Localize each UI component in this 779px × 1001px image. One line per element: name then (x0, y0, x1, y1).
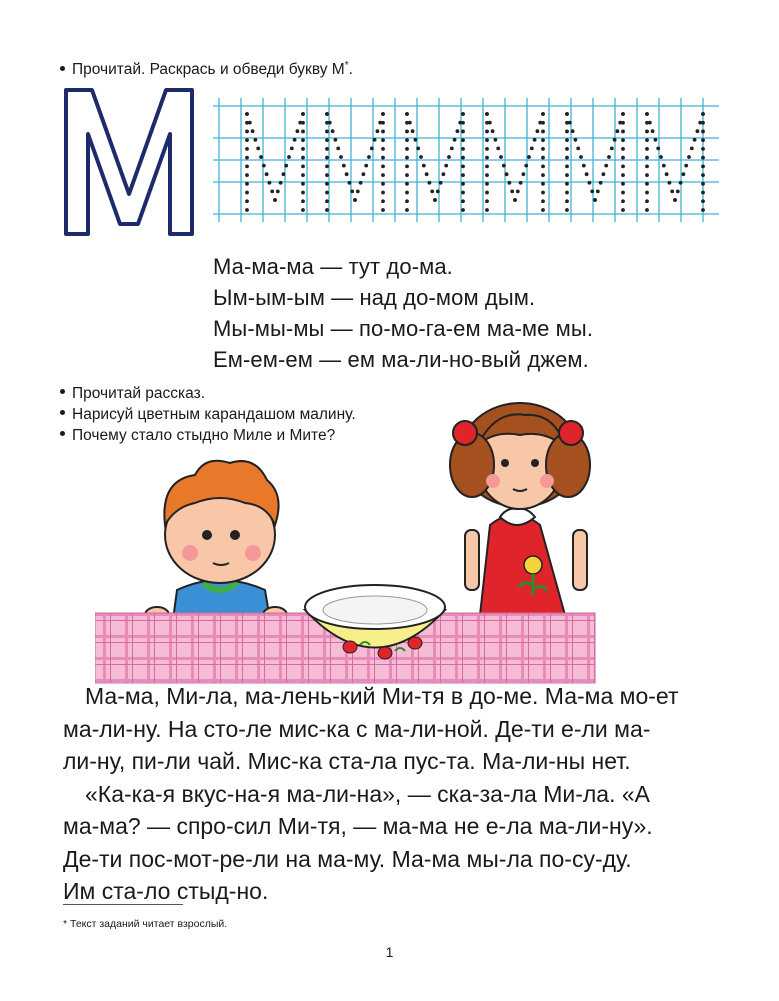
tracing-dot (293, 138, 297, 142)
tracing-dot (381, 208, 385, 212)
tracing-dot (336, 147, 340, 151)
tracing-dot (453, 138, 457, 142)
tracing-dot (381, 112, 385, 116)
tracing-dot (419, 155, 423, 159)
tracing-dot (485, 173, 489, 177)
tracing-dot (461, 156, 465, 160)
story-line: Ма-ма, Ми-ла, ма-лень-кий Ми-тя в до-ме. Ма-ма мо-ет (85, 683, 679, 709)
tracing-dot (381, 164, 385, 168)
tracing-dot (541, 130, 545, 134)
tracing-dot (508, 181, 512, 185)
tracing-dot (541, 156, 545, 160)
tracing-dot (541, 182, 545, 186)
tracing-dot (701, 130, 705, 134)
tracing-dot (301, 173, 305, 177)
tracing-dot (651, 129, 655, 133)
tracing-dot (565, 130, 569, 134)
tracing-dot (296, 129, 300, 133)
tracing-dot (442, 172, 446, 176)
tracing-dot (245, 112, 249, 116)
tracing-dot (485, 199, 489, 203)
tracing-dot (447, 155, 451, 159)
tracing-dot (579, 155, 583, 159)
tracing-dot (571, 129, 575, 133)
tracing-dot (381, 130, 385, 134)
tracing-dot (461, 121, 465, 125)
tracing-dot (565, 164, 569, 168)
tracing-dot (436, 190, 440, 194)
tracing-dot (621, 182, 625, 186)
tracing-dot (245, 130, 249, 134)
instruction-text: Прочитай. Раскрась и обведи букву М (72, 61, 345, 79)
tracing-dot (621, 138, 625, 142)
tracing-dot (245, 138, 249, 142)
tracing-dot (301, 208, 305, 212)
tracing-dot (405, 191, 409, 195)
tracing-dot (414, 138, 418, 142)
tracing-dot (381, 199, 385, 203)
tracing-dot (325, 199, 329, 203)
tracing-dot (541, 112, 545, 116)
illustration-children-bowl (95, 385, 695, 685)
tracing-dot (574, 138, 578, 142)
tracing-dot (541, 147, 545, 151)
tracing-dot (485, 191, 489, 195)
tracing-dot (701, 147, 705, 151)
tracing-dot (687, 155, 691, 159)
tracing-dot (510, 190, 514, 194)
tracing-dot (328, 121, 332, 125)
tracing-dot (345, 172, 349, 176)
tracing-dot (485, 147, 489, 151)
story (63, 680, 723, 908)
tracing-dot (701, 182, 705, 186)
tracing-dot (367, 155, 371, 159)
boy-figure (145, 461, 287, 623)
tracing-dot (461, 112, 465, 116)
tracing-dot (444, 164, 448, 168)
tracing-dot (339, 155, 343, 159)
tracing-dot (693, 138, 697, 142)
tracing-dot (331, 129, 335, 133)
tracing-dot (405, 173, 409, 177)
tracing-dot (530, 147, 534, 151)
tracing-dot (425, 172, 429, 176)
tracing-dot (301, 138, 305, 142)
tracing-dot (456, 129, 460, 133)
tracing-dot (645, 156, 649, 160)
tracing-dot (301, 199, 305, 203)
tracing-dot (301, 130, 305, 134)
tracing-dot (485, 182, 489, 186)
girl-figure (450, 403, 590, 615)
tracing-dot (541, 173, 545, 177)
tracing-dot (342, 164, 346, 168)
tracing-dot (287, 155, 291, 159)
tracing-dot (701, 208, 705, 212)
tracing-dot (245, 173, 249, 177)
tracing-dot (416, 147, 420, 151)
tracing-dot (245, 147, 249, 151)
tracing-dot (527, 155, 531, 159)
tracing-dot (485, 130, 489, 134)
tracing-dot (696, 129, 700, 133)
tracing-dot (301, 121, 305, 125)
tracing-dot (582, 164, 586, 168)
tracing-dot (613, 138, 617, 142)
tracing-dot (381, 173, 385, 177)
tracing-dot (565, 173, 569, 177)
tracing-dot (662, 164, 666, 168)
tracing-dot (524, 164, 528, 168)
poem-line: Мы-мы-мы — по-мо-га-ем ма-ме мы. (213, 316, 594, 341)
tracing-dot (645, 199, 649, 203)
tracing-dot (405, 199, 409, 203)
tracing-dot (701, 121, 705, 125)
tracing-dot (701, 138, 705, 142)
tracing-dot (301, 182, 305, 186)
tracing-dot (485, 208, 489, 212)
tracing-dot (325, 130, 329, 134)
instruction-end: . (348, 61, 353, 79)
tracing-dot (645, 182, 649, 186)
story-line: ма-ма? — спро-сил Ми-тя, — ма-ма не е-ла ма-ли-ну». (63, 813, 653, 839)
tracing-dot (621, 147, 625, 151)
story-line: ма-ли-ну. На сто-ле мис-ка с ма-ли-ной. Де-ти е-ли ма- (63, 715, 651, 742)
tracing-dot (381, 156, 385, 160)
tracing-dot (461, 164, 465, 168)
tracing-dot (325, 147, 329, 151)
tracing-dot (350, 190, 354, 194)
bullet-icon (60, 431, 65, 436)
tracing-dot (325, 208, 329, 212)
tracing-dot (439, 181, 443, 185)
tracing-dot (290, 147, 294, 151)
tracing-dot (373, 138, 377, 142)
tracing-dot (654, 138, 658, 142)
tracing-dot (259, 155, 263, 159)
tracing-dot (679, 181, 683, 185)
poem-line: Ем-ем-ем — ем ма-ли-но-вый джем. (213, 347, 589, 372)
tracing-dot (422, 164, 426, 168)
tracing-dot (645, 130, 649, 134)
tracing-dot (381, 182, 385, 186)
tracing-dot (590, 190, 594, 194)
tracing-dot (381, 191, 385, 195)
tracing-dot (301, 191, 305, 195)
tracing-dot (301, 164, 305, 168)
tracing-dot (565, 156, 569, 160)
tracing-dot (541, 138, 545, 142)
tracing-dot (522, 172, 526, 176)
tracing-dot (621, 121, 625, 125)
tracing-dot (648, 121, 652, 125)
page-number: 1 (385, 944, 394, 960)
tracing-dot (701, 164, 705, 168)
tracing-dot (568, 121, 572, 125)
tracing-dot (325, 112, 329, 116)
tracing-dot (621, 156, 625, 160)
tracing-dot (359, 181, 363, 185)
tracing-dot (362, 172, 366, 176)
tracing-dot (284, 164, 288, 168)
tracing-dot (325, 164, 329, 168)
tracing-dot (279, 181, 283, 185)
task-text: Почему стало стыдно Миле и Мите? (72, 427, 336, 444)
tracing-dot (325, 156, 329, 160)
tracing-dot (381, 138, 385, 142)
tracing-dot (245, 208, 249, 212)
tracing-dot (621, 208, 625, 212)
poem-line: Ма-ма-ма — тут до-ма. (213, 254, 453, 279)
tracing-dot (268, 181, 272, 185)
tracing-dot (565, 112, 569, 116)
tracing-dot (645, 112, 649, 116)
tracing-dot (405, 112, 409, 116)
tracing-dot (499, 155, 503, 159)
tracing-dot (516, 190, 520, 194)
footnote-divider (63, 904, 183, 905)
big-letter-m[interactable] (62, 86, 196, 238)
tracing-dot (405, 208, 409, 212)
tracing-dot (565, 147, 569, 151)
tracing-dot (519, 181, 523, 185)
tracing-dot (593, 198, 597, 202)
tracing-dot (430, 190, 434, 194)
instruction-top (60, 55, 353, 80)
tracing-dot (248, 121, 252, 125)
tracing-dot (301, 112, 305, 116)
tracing-dot (461, 182, 465, 186)
tracing-dot (505, 172, 509, 176)
story-line: Де-ти пос-мот-ре-ли на ма-му. Ма-ма мы-ла по-су-ду. (63, 845, 632, 872)
tracing-grid[interactable] (213, 98, 719, 222)
tracing-dot (461, 147, 465, 151)
tracing-dot (376, 129, 380, 133)
footnote: * Текст заданий читает взрослый. (63, 918, 228, 930)
tracing-dot (348, 181, 352, 185)
tracing-dot (485, 112, 489, 116)
tracing-dot (433, 198, 437, 202)
task-text: Нарисуй цветным карандашом малину. (72, 406, 356, 423)
tracing-dot (621, 173, 625, 177)
tracing-dot (565, 191, 569, 195)
tracing-dot (701, 112, 705, 116)
tracing-dot (596, 190, 600, 194)
tracing-dot (585, 172, 589, 176)
tracing-dot (645, 191, 649, 195)
tracing-dot (533, 138, 537, 142)
tracing-dot (301, 147, 305, 151)
tracing-dot (607, 155, 611, 159)
tracing-dot (405, 130, 409, 134)
poem-line: Ым-ым-ым — над до-мом дым. (213, 285, 536, 310)
tracing-dot (488, 121, 492, 125)
tracing-dot (541, 121, 545, 125)
tracing-dot (645, 208, 649, 212)
tracing-dot (485, 164, 489, 168)
tracing-dot (245, 182, 249, 186)
tracing-dot (461, 173, 465, 177)
tracing-dot (256, 147, 260, 151)
bullet-icon (60, 66, 65, 71)
tracing-dot (645, 138, 649, 142)
tracing-dot (645, 164, 649, 168)
tracing-dot (450, 147, 454, 151)
tracing-dot (494, 138, 498, 142)
tracing-dot (599, 181, 603, 185)
tracing-dot (701, 173, 705, 177)
tracing-dot (262, 164, 266, 168)
tracing-dot (576, 147, 580, 151)
tracing-dot (276, 190, 280, 194)
tracing-dot (690, 147, 694, 151)
tracing-dot (541, 191, 545, 195)
tracing-dot (565, 182, 569, 186)
tracing-dot (254, 138, 258, 142)
tracing-dot (673, 198, 677, 202)
tracing-dot (656, 147, 660, 151)
tracing-dot (496, 147, 500, 151)
tracing-dot (541, 208, 545, 212)
tracing-dot (621, 112, 625, 116)
tracing-dot (701, 156, 705, 160)
tracing-dot (621, 199, 625, 203)
tracing-dot (381, 147, 385, 151)
tracing-dot (602, 172, 606, 176)
tracing-dot (684, 164, 688, 168)
tracing-dot (621, 164, 625, 168)
tracing-dot (381, 121, 385, 125)
tracing-dot (245, 164, 249, 168)
tracing-dot (645, 173, 649, 177)
tracing-dot (565, 208, 569, 212)
bullet-icon (60, 389, 65, 394)
tracing-dot (665, 172, 669, 176)
tracing-dot (485, 156, 489, 160)
tracing-dot (411, 129, 415, 133)
tracing-dot (245, 199, 249, 203)
tracing-dot (325, 182, 329, 186)
tracing-dot (668, 181, 672, 185)
tracing-dot (356, 190, 360, 194)
tracing-dot (502, 164, 506, 168)
tracing-dot (461, 130, 465, 134)
tracing-dot (325, 138, 329, 142)
story-line: ли-ну, пи-ли чай. Мис-ка ста-ла пус-та. Ма-ли-ны нет. (63, 748, 631, 774)
tracing-dot (405, 138, 409, 142)
tracing-dot (461, 199, 465, 203)
tracing-dot (621, 130, 625, 134)
tracing-dot (645, 147, 649, 151)
tracing-dot (676, 190, 680, 194)
tracing-dot (682, 172, 686, 176)
tracing-dot (353, 198, 357, 202)
tracing-dot (408, 121, 412, 125)
poem (213, 251, 593, 375)
tracing-dot (428, 181, 432, 185)
tracing-dot (245, 191, 249, 195)
tracing-dot (659, 155, 663, 159)
story-line: «Ка-ка-я вкус-на-я ма-ли-на», — ска-за-ла Ми-ла. «А (85, 780, 650, 807)
tracing-dot (405, 164, 409, 168)
task-text: Прочитай рассказ. (72, 385, 206, 402)
tracing-dot (610, 147, 614, 151)
tracing-dot (334, 138, 338, 142)
tracing-dot (405, 156, 409, 160)
tracing-dot (245, 156, 249, 160)
tracing-dot (364, 164, 368, 168)
tracing-dot (461, 208, 465, 212)
tracing-dot (565, 138, 569, 142)
tracing-dot (701, 191, 705, 195)
tracing-dot (405, 147, 409, 151)
bullet-icon (60, 410, 65, 415)
tracing-dot (491, 129, 495, 133)
tracing-dot (301, 156, 305, 160)
footnote-mark: * (344, 60, 349, 71)
tracing-dot (536, 129, 540, 133)
tracing-dot (251, 129, 255, 133)
tracing-dot (701, 199, 705, 203)
tracing-dot (461, 191, 465, 195)
tracing-dot (282, 172, 286, 176)
story-line: Им ста-ло стыд-но. (63, 878, 269, 904)
tracing-dot (588, 181, 592, 185)
tracing-dot (273, 198, 277, 202)
tracing-dot (461, 138, 465, 142)
tracing-dot (604, 164, 608, 168)
tracing-dot (670, 190, 674, 194)
tracing-dot (513, 198, 517, 202)
tracing-dot (541, 164, 545, 168)
tracing-dot (616, 129, 620, 133)
tracing-dot (485, 138, 489, 142)
tracing-dot (405, 182, 409, 186)
tracing-dot (541, 199, 545, 203)
tracing-dot (621, 191, 625, 195)
tracing-dot (565, 199, 569, 203)
tracing-dot (325, 191, 329, 195)
tracing-dot (325, 173, 329, 177)
tracing-dot (270, 190, 274, 194)
tracing-dot (370, 147, 374, 151)
tracing-dot (265, 172, 269, 176)
